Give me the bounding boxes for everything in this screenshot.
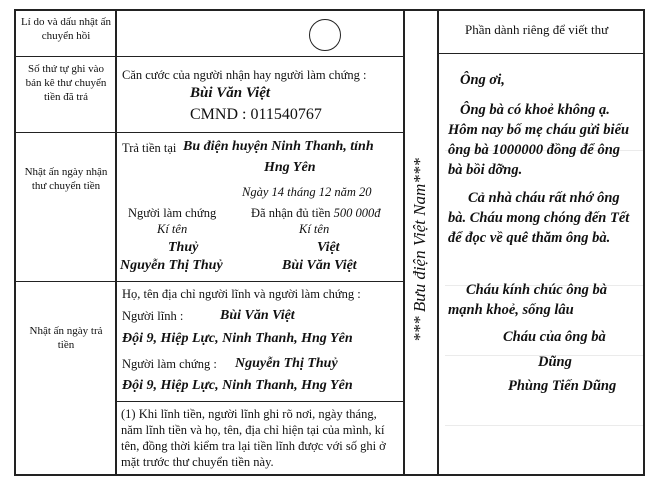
witness-address: Đội 9, Hiệp Lực, Ninh Thanh, Hng Yên [122,378,353,393]
letter-paragraph-2: Cả nhà cháu rất nhớ ông bà. Cháu mong chóng đến Tết để đọc về quê thăm ông bà. [448,190,630,246]
receiver-name: Bùi Văn Việt [220,308,295,323]
label-reason: Lí do và dấu nhật ấn chuyển hồi [20,16,112,42]
sign-right-label: Kí tên [299,222,330,236]
receiver-full-name: Bùi Văn Việt [282,258,357,273]
label-received-stamp: Nhật ấn ngày nhận thư chuyển tiền [24,166,108,192]
border-top [14,9,644,11]
receiver-signature: Việt [317,240,340,255]
witness-address-label: Người làm chứng : [122,357,217,371]
letter-closing: Cháu của ông bà [503,329,606,345]
witness-signature: Thuỷ [168,240,199,255]
sign-left-label: Kí tên [157,222,188,236]
divider-row-3 [14,281,404,282]
divider-letter-header [437,53,644,54]
receiver-label: Người lĩnh : [122,309,184,323]
divider-vertical-strip-right [437,9,439,476]
payment-place-line1: Bu điện huyện Ninh Thanh, tỉnh [183,139,374,154]
divider-label-col [115,9,117,476]
receiver-address: Đội 9, Hiệp Lực, Ninh Thanh, Hng Yên [122,331,353,346]
border-left [14,9,16,476]
received-label-text: Đã nhận đủ tiền [251,206,331,220]
letter-header: Phần dành riêng để viết thư [465,22,609,37]
vertical-label: *** Bưu điện Việt Nam*** [410,158,429,342]
label-serial: Số thứ tự ghi vào bản kê thư chuyển tiền đã trả [25,63,107,103]
id-name: Bùi Văn Việt [190,85,271,101]
divider-row-4 [115,401,404,402]
witness-name: Nguyễn Thị Thuỷ [235,356,338,371]
payment-prefix: Trả tiền tại [122,141,177,155]
id-prompt: Căn cước của người nhận hay người làm chứng : [122,68,367,82]
instruction-note: (1) Khi lĩnh tiền, người lĩnh ghi rõ nơi, ngày tháng, năm lĩnh tiền và họ, tên, địa chỉ hiện tại của mình, kí tên, đồng thời kiểm tra lại tiền lĩnh được với số ghi ở mặt trước thư chuyển tiền này. [121,407,386,469]
letter-signature: Dũng [538,354,572,370]
received-label [251,206,381,221]
address-prompt: Họ, tên địa chỉ người lĩnh và người làm chứng : [122,287,361,301]
letter-paragraph-3: Cháu kính chúc ông bà mạnh khoẻ, sống lâu [448,282,608,318]
divider-row-1 [14,56,404,57]
id-cmnd: CMND : 011540767 [190,106,322,123]
witness-label: Người làm chứng [128,206,217,220]
divider-row-2 [14,132,404,133]
payment-place-line2: Hng Yên [264,160,316,175]
divider-vertical-strip-left [403,9,405,476]
letter-paragraph-1: Ông bà có khoẻ không ạ. Hôm nay bố mẹ cháu gửi biếu ông bà 1000000 đồng để ông bà bồi dỡng. [448,102,630,178]
amount: 500 000đ [333,206,381,220]
label-paid-stamp: Nhật ấn ngày trả tiền [29,325,103,351]
letter-full-name: Phùng Tiến Dũng [508,378,617,394]
letter-greeting: Ông ơi, [460,72,505,88]
border-bottom [14,474,644,476]
border-right [643,9,645,476]
postmark-circle [309,19,341,51]
payment-date: Ngày 14 tháng 12 năm 20 [242,185,372,199]
witness-full-name: Nguyễn Thị Thuỷ [120,258,223,273]
